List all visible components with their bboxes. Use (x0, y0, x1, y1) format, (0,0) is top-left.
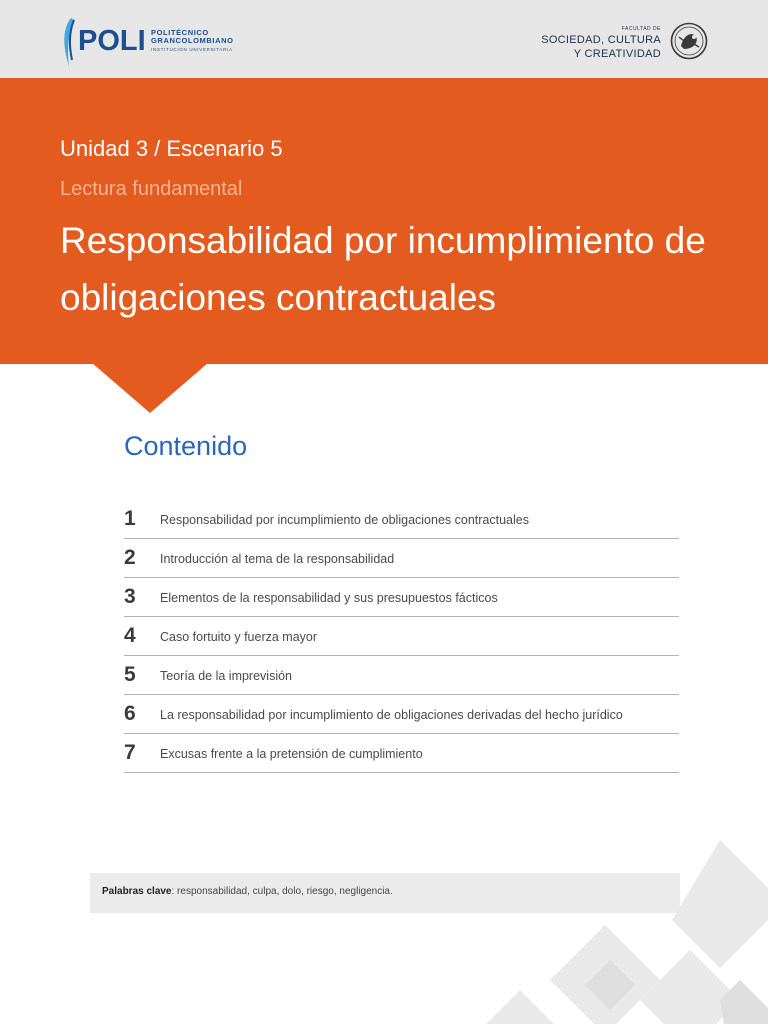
keywords-text (102, 885, 393, 899)
poli-swoosh-icon (60, 16, 78, 68)
logo-line-3: INSTITUCIÓN UNIVERSITARIA (151, 47, 233, 52)
toc-number: 3 (124, 585, 136, 608)
logo-wordmark: POLI (78, 25, 146, 57)
toc-label: Elementos de la responsabilidad y sus presupuestos fácticos (160, 591, 498, 605)
toc-item-4[interactable] (124, 617, 679, 656)
toc-label: Caso fortuito y fuerza mayor (160, 630, 318, 644)
unit-scenario: Unidad 3 / Escenario 5 (60, 136, 283, 161)
faculty-seal-icon (670, 22, 708, 60)
toc-item-3[interactable] (124, 578, 679, 617)
toc-number: 5 (124, 663, 136, 686)
logo-line-2: GRANCOLOMBIANO (151, 36, 234, 45)
page-title: Responsabilidad por incumplimiento de obligaciones contractuales (60, 220, 706, 318)
toc-number: 6 (124, 702, 136, 725)
toc-label: Responsabilidad por incumplimiento de obligaciones contractuales (160, 513, 529, 527)
faculty-line-1: SOCIEDAD, CULTURA (541, 34, 661, 46)
toc-number: 1 (124, 507, 136, 530)
logo-line-1: POLITÉCNICO (151, 28, 209, 37)
toc-number: 4 (124, 624, 136, 647)
reading-type: Lectura fundamental (60, 178, 243, 200)
poli-logo[interactable] (60, 16, 260, 68)
table-of-contents (124, 500, 679, 773)
top-header-bar (0, 0, 768, 78)
keywords-label: Palabras clave (102, 886, 172, 897)
toc-number: 7 (124, 741, 136, 764)
faculty-line-2: Y CREATIVIDAD (573, 48, 661, 60)
banner-pointer (92, 363, 208, 413)
contents-heading: Contenido (124, 431, 248, 461)
decorative-diamonds (440, 830, 768, 1024)
toc-label: Excusas frente a la pretensión de cumplimiento (160, 747, 423, 761)
toc-label: Teoría de la imprevisión (160, 669, 293, 683)
toc-item-7[interactable] (124, 734, 679, 773)
toc-item-2[interactable] (124, 539, 679, 578)
toc-item-5[interactable] (124, 656, 679, 695)
faculty-name (541, 26, 661, 61)
toc-label: Introducción al tema de la responsabilidad (160, 552, 395, 566)
toc-label: La responsabilidad por incumplimiento de obligaciones derivadas del hecho jurídico (160, 708, 623, 722)
faculty-kicker: FACULTAD DE (621, 26, 661, 32)
toc-number: 2 (124, 546, 136, 569)
keywords-list: : responsabilidad, culpa, dolo, riesgo, negligencia. (171, 886, 393, 897)
toc-item-1[interactable] (124, 500, 679, 539)
toc-item-6[interactable] (124, 695, 679, 734)
logo-subtitle (151, 29, 261, 54)
